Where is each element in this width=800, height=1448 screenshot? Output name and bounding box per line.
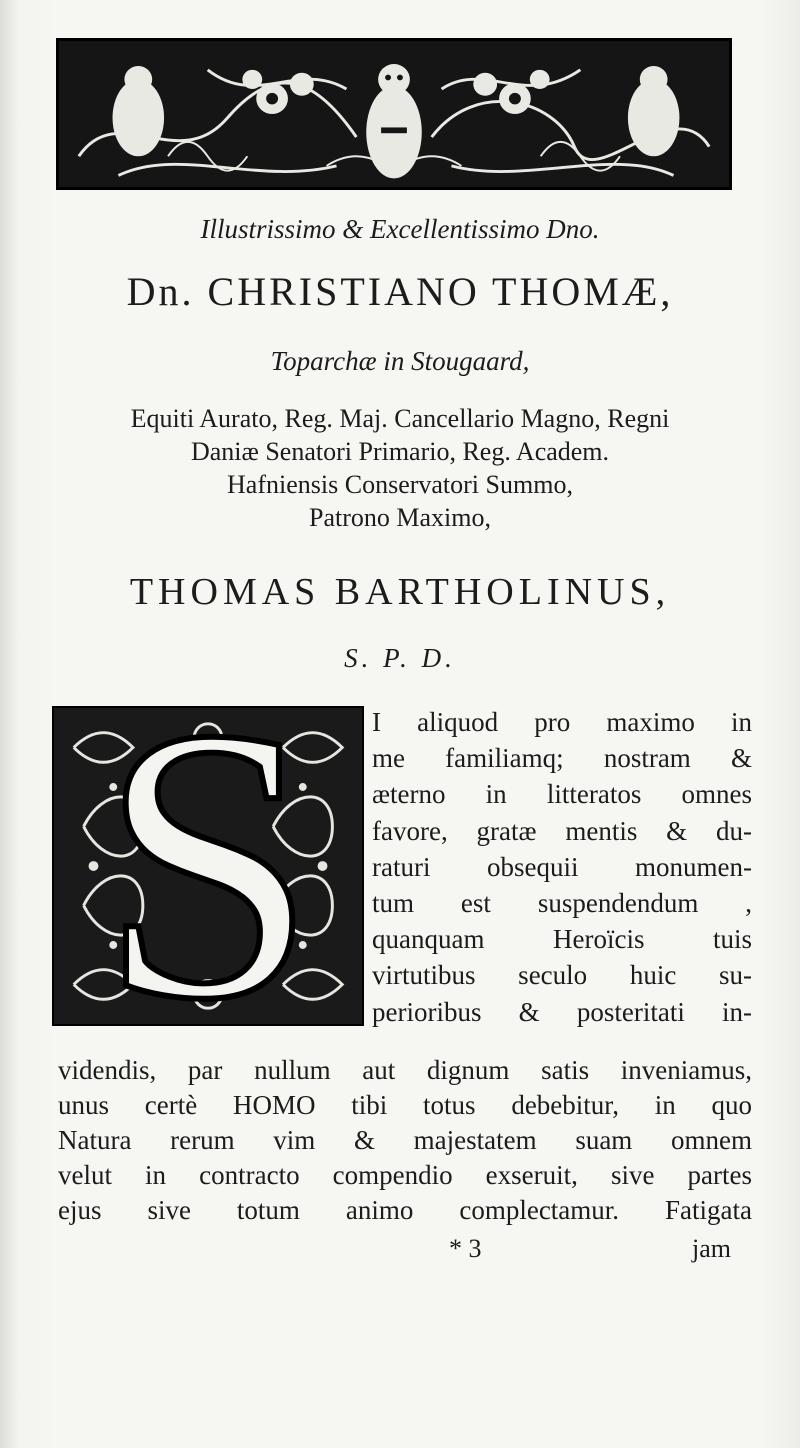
decorative-headpiece: [56, 38, 732, 190]
recipient-title: Toparchæ in Stougaard,: [270, 346, 530, 376]
text-line: æterno in litteratos omnes: [372, 779, 752, 810]
decorated-initial: [52, 706, 364, 1026]
text-line: perioribus & posteritati in-: [372, 996, 752, 1027]
dedication-line: Illustrissimo & Excellentissimo Dno.: [200, 214, 600, 244]
text-line: quanquam Heroïcis tuis: [372, 924, 752, 955]
text-line: me familiamq; nostram &: [372, 743, 752, 774]
recipient-prefix: Dn.: [126, 269, 195, 314]
text-line: unus certè HOMO tibi totus debebitur, in quo: [58, 1090, 752, 1120]
signature-mark: * 3: [449, 1234, 482, 1263]
initial-letter: S: [99, 706, 317, 1026]
author-name: THOMAS BARTHOLINUS,: [129, 571, 671, 613]
text-line: ejus sive totum animo complectamur. Fatigata: [58, 1195, 752, 1225]
text-block-full-width: [58, 1053, 752, 1228]
text-line: virtutibus seculo huic su-: [372, 960, 752, 991]
text-line: velut in contracto compendio exseruit, sive partes: [58, 1160, 752, 1190]
text-line: favore, gratæ mentis & du-: [372, 815, 752, 846]
text-line: tum est suspendendum ,: [372, 888, 752, 919]
honors-line: Equiti Aurato, Reg. Maj. Cancellario Magno, Regni: [130, 404, 670, 433]
catchword: jam: [692, 1234, 731, 1263]
headpiece-ornament: [59, 41, 729, 187]
honors-line: Daniæ Senatori Primario, Reg. Academ.: [190, 437, 610, 466]
text-line: videndis, par nullum aut dignum satis inveniamus,: [58, 1055, 752, 1085]
honors-line: Patrono Maximo,: [309, 503, 491, 532]
text-line: raturi obsequii monumen-: [372, 851, 752, 882]
recipient-name: [0, 268, 800, 315]
salutation: S. P. D.: [344, 643, 456, 673]
text-line: I aliquod pro maximo in: [372, 707, 752, 737]
honors-block: [40, 402, 760, 534]
recipient-main-name: CHRISTIANO THOMÆ,: [207, 269, 674, 314]
text-column-beside-initial: [372, 704, 752, 1030]
text-line: Natura rerum vim & majestatem suam omnem: [58, 1125, 752, 1155]
honors-line: Hafniensis Conservatori Summo,: [227, 470, 573, 499]
